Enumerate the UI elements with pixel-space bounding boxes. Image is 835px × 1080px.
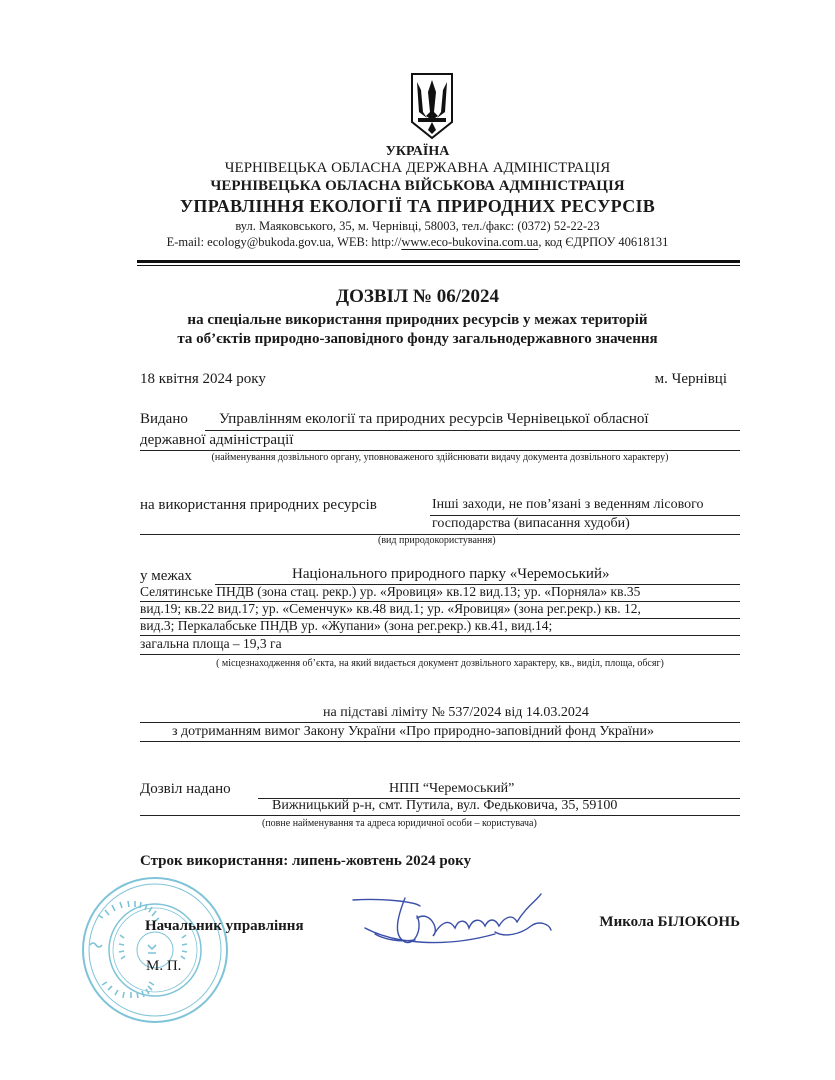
grantee-caption: (повне найменування та адреса юридичної особи – користувача) <box>262 818 537 829</box>
grantee-underline-2 <box>140 815 740 816</box>
location-line-2: вид.19; кв.22 вид.17; ур. «Семенчук» кв.48 вид.1; ур. «Яровиця» (зона рег.рекр.) кв. 12, <box>140 601 641 616</box>
basis-underline-2 <box>140 741 740 742</box>
location-line-1: Селятинське ПНДВ (зона стац. рекр.) ур. «Яровиця» кв.12 вид.13; ур. «Порняла» кв.35 <box>140 584 641 599</box>
header-ova: ЧЕРНІВЕЦЬКА ОБЛАСНА ВІЙСЬКОВА АДМІНІСТРАЦІЯ <box>210 178 625 194</box>
signoff-position: Начальник управління <box>145 918 304 934</box>
header-website-link[interactable]: www.eco-bukovina.com.ua <box>401 235 539 249</box>
location-line-4: загальна площа – 19,3 га <box>140 636 282 651</box>
basis-line-1: на підставі ліміту № 537/2024 від 14.03.2024 <box>323 705 589 720</box>
permit-subtitle-2: та об’єктів природно-заповідного фонду загальнодержавного значення <box>177 331 658 347</box>
issued-underline-1 <box>205 430 740 431</box>
permit-title: ДОЗВІЛ № 06/2024 <box>336 286 499 307</box>
trident-emblem <box>409 72 455 140</box>
location-underline-4 <box>140 654 740 655</box>
grantee-label: Дозвіл надано <box>140 781 231 797</box>
permit-subtitle-1: на спеціальне використання природних ресурсів у межах територій <box>187 312 648 328</box>
usage-value-1: Інші заходи, не пов’язані з веденням лісового <box>432 497 704 512</box>
permit-date: 18 квітня 2024 року <box>140 371 266 387</box>
basis-underline-1 <box>140 722 740 723</box>
location-label: у межах <box>140 568 192 584</box>
header-rule-thin <box>137 265 740 266</box>
issued-label: Видано <box>140 411 188 427</box>
location-line-3: вид.3; Перкалабське ПНДВ ур. «Жупани» (зона рег.рекр.) кв.41, вид.14; <box>140 618 553 633</box>
seal-place-mark: М. П. <box>146 958 182 974</box>
header-department: УПРАВЛІННЯ ЕКОЛОГІЇ ТА ПРИРОДНИХ РЕСУРСІВ <box>179 196 656 216</box>
basis-line-2: з дотриманням вимог Закону України «Про природно-заповідний фонд України» <box>172 724 654 739</box>
header-contacts <box>0 235 835 250</box>
permit-city: м. Чернівці <box>654 371 727 387</box>
grantee-name: НПП “Черемоський” <box>389 781 515 796</box>
header-contacts-prefix: E-mail: ecology@bukoda.gov.ua, WEB: http:// <box>166 235 402 249</box>
grantee-address: Вижницький р-н, смт. Путила, вул. Федьковича, 35, 59100 <box>272 798 618 813</box>
header-address: вул. Маяковського, 35, м. Чернівці, 58003, тел./факс: (0372) 52-22-23 <box>235 219 600 233</box>
header-oda: ЧЕРНІВЕЦЬКА ОБЛАСНА ДЕРЖАВНА АДМІНІСТРАЦІЯ <box>224 160 611 176</box>
header-contacts-suffix: , код ЄДРПОУ 40618131 <box>538 235 669 249</box>
location-park: Національного природного парку «Черемоський» <box>292 566 610 582</box>
header-rule-thick <box>137 260 740 263</box>
header-country: УКРАЇНА <box>385 144 450 159</box>
usage-caption: (вид природокористування) <box>378 535 496 546</box>
issued-value-1: Управлінням екології та природних ресурсів Чернівецької обласної <box>219 411 649 427</box>
official-seal-stamp <box>80 875 230 1025</box>
usage-value-2: господарства (випасання худоби) <box>432 516 630 531</box>
location-caption: ( місцезнаходження об’єкта, на який видається документ дозвільного характеру, кв., виділ, площа, обсяг) <box>216 658 664 669</box>
usage-label: на використання природних ресурсів <box>140 497 377 513</box>
issued-caption: (найменування дозвільного органу, уповноваженого здійснювати видачу документа дозвільного характеру) <box>211 452 669 463</box>
issued-value-2: державної адміністрації <box>140 432 294 448</box>
issued-underline-2 <box>140 450 740 451</box>
usage-term: Строк використання: липень-жовтень 2024 року <box>140 853 472 869</box>
handwritten-signature <box>345 888 555 958</box>
signatory-name: Микола БІЛОКОНЬ <box>599 914 740 930</box>
